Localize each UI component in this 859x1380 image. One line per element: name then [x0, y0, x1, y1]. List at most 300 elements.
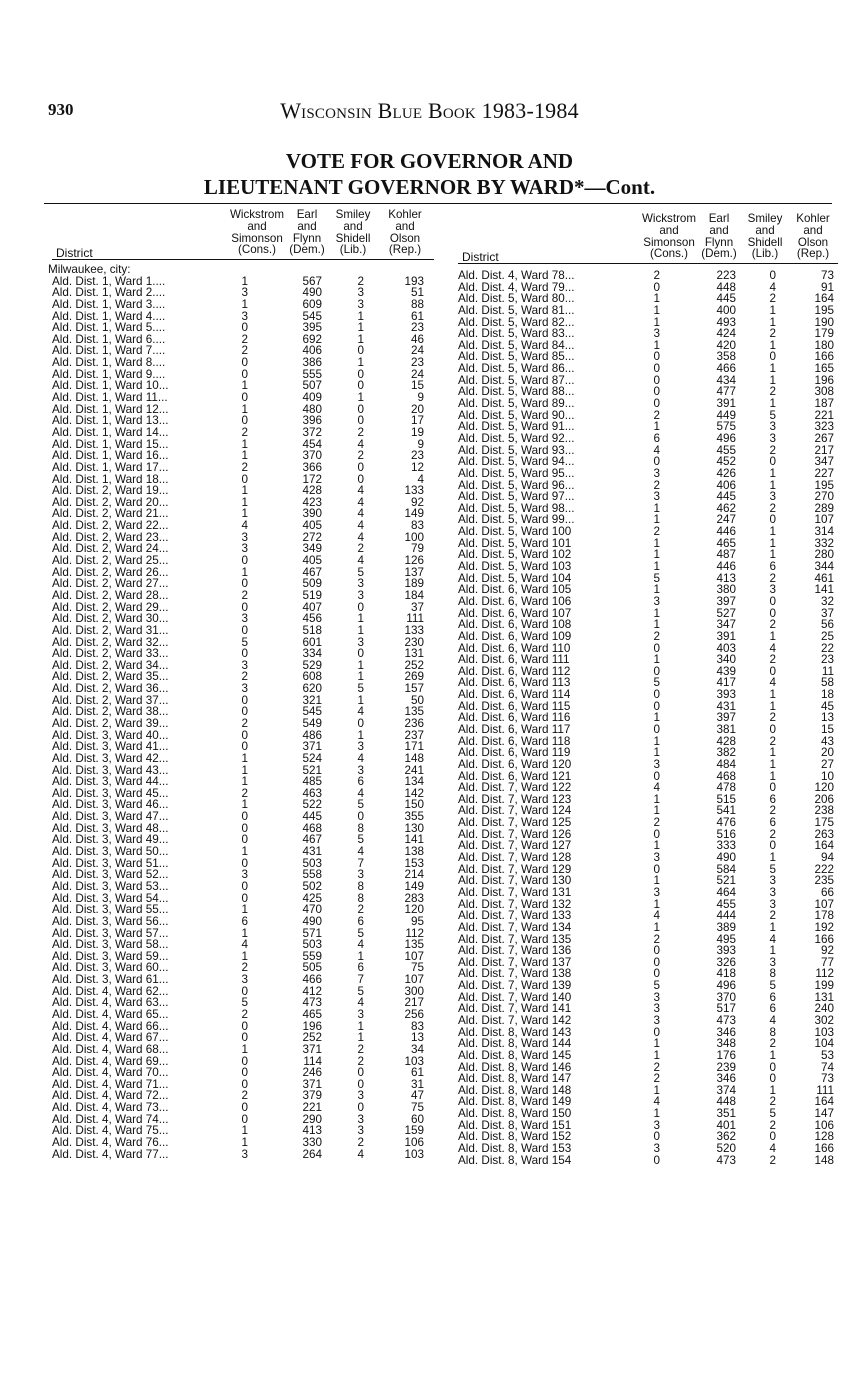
- table-row: [52, 1044, 434, 1056]
- rep-votes: 217: [404, 996, 424, 1010]
- lib-votes: 1: [769, 478, 776, 492]
- cons-votes: 1: [241, 903, 248, 917]
- table-row: [458, 980, 838, 992]
- lib-votes: 1: [357, 670, 364, 684]
- district-name: Ald. Dist. 3, Ward 59...: [52, 949, 169, 963]
- district-name: Ald. Dist. 1, Ward 14...: [52, 425, 169, 439]
- cons-votes: 3: [653, 594, 660, 608]
- cons-votes: 3: [653, 885, 660, 899]
- dem-votes: 379: [302, 1089, 322, 1103]
- dem-votes: 464: [716, 885, 736, 899]
- cons-votes: 3: [241, 286, 248, 300]
- dem-votes: 465: [716, 536, 736, 550]
- lib-votes: 2: [357, 449, 364, 463]
- rep-votes: 34: [410, 1042, 424, 1056]
- dem-votes: 517: [716, 1002, 736, 1016]
- lib-votes: 4: [769, 676, 776, 690]
- cons-votes: 3: [653, 990, 660, 1004]
- lib-votes: 0: [769, 606, 776, 620]
- rep-votes: 37: [820, 606, 834, 620]
- cons-votes: 2: [241, 1089, 248, 1103]
- dem-votes: 347: [716, 618, 736, 632]
- rep-votes: 58: [820, 676, 834, 690]
- rep-votes: 227: [814, 466, 834, 480]
- district-name: Ald. Dist. 6, Ward 120: [458, 757, 572, 771]
- cons-votes: 2: [241, 588, 248, 602]
- lib-votes: 1: [357, 658, 364, 672]
- table-row: [458, 526, 838, 538]
- dem-votes: 371: [302, 1077, 322, 1091]
- dem-votes: 371: [302, 1042, 322, 1056]
- district-name: Ald. Dist. 6, Ward 116: [458, 711, 571, 725]
- rep-votes: 179: [814, 327, 834, 341]
- cons-votes: 0: [241, 1066, 248, 1080]
- lib-votes: 3: [357, 577, 364, 591]
- dem-votes: 609: [302, 297, 322, 311]
- rep-votes: 283: [404, 891, 424, 905]
- rep-votes: 187: [814, 397, 834, 411]
- table-row: [458, 468, 838, 480]
- dem-votes: 620: [302, 682, 322, 696]
- dem-votes: 370: [302, 449, 322, 463]
- district-name: Ald. Dist. 5, Ward 85...: [458, 350, 575, 364]
- lib-votes: 5: [357, 682, 364, 696]
- cons-votes: 3: [241, 1147, 248, 1161]
- rep-votes: 92: [820, 944, 834, 958]
- cons-votes: 2: [241, 460, 248, 474]
- dem-votes: 428: [716, 734, 736, 748]
- district-name: Ald. Dist. 1, Ward 5....: [52, 321, 166, 335]
- table-row: [458, 270, 838, 282]
- cons-votes: 2: [241, 332, 248, 346]
- cons-votes: 1: [653, 1048, 660, 1062]
- dem-votes: 490: [716, 851, 736, 865]
- cons-votes: 1: [653, 536, 660, 550]
- dem-votes: 371: [302, 740, 322, 754]
- lib-votes: 3: [357, 868, 364, 882]
- lib-votes: 0: [357, 647, 364, 661]
- table-row: [458, 1143, 838, 1155]
- district-name: Ald. Dist. 5, Ward 95...: [458, 466, 575, 480]
- rep-votes: 206: [814, 792, 834, 806]
- district-name: Ald. Dist. 8, Ward 145: [458, 1048, 572, 1062]
- cons-votes: 0: [653, 722, 660, 736]
- dem-votes: 428: [302, 484, 322, 498]
- header-dem: Earl and Flynn (Dem.): [701, 212, 737, 261]
- cons-votes: 1: [653, 711, 660, 725]
- cons-votes: 5: [653, 571, 660, 585]
- rep-votes: 256: [404, 1008, 424, 1021]
- district-name: Ald. Dist. 5, Ward 94...: [458, 455, 575, 469]
- district-name: Ald. Dist. 1, Ward 11...: [52, 391, 168, 405]
- district-name: Ald. Dist. 7, Ward 130: [458, 874, 572, 888]
- dem-votes: 412: [302, 984, 322, 998]
- dem-votes: 390: [302, 507, 322, 521]
- district-name: Ald. Dist. 7, Ward 126: [458, 827, 572, 841]
- lib-votes: 4: [357, 996, 364, 1010]
- lib-votes: 1: [357, 949, 364, 963]
- rep-votes: 74: [820, 1060, 834, 1074]
- dem-votes: 418: [716, 967, 736, 981]
- district-name: Ald. Dist. 1, Ward 1....: [52, 274, 166, 288]
- district-name: Ald. Dist. 5, Ward 86...: [458, 362, 575, 376]
- dem-votes: 466: [302, 973, 322, 987]
- district-name: Ald. Dist. 5, Ward 93...: [458, 443, 575, 457]
- lib-votes: 0: [769, 781, 776, 795]
- district-name: Ald. Dist. 1, Ward 16...: [52, 449, 169, 463]
- lib-votes: 2: [357, 1042, 364, 1056]
- lib-votes: 5: [357, 565, 364, 579]
- district-name: Ald. Dist. 8, Ward 146: [458, 1060, 572, 1074]
- lib-votes: 0: [357, 600, 364, 614]
- rep-votes: 263: [814, 827, 834, 841]
- dem-votes: 374: [716, 1083, 736, 1097]
- lib-votes: 3: [357, 588, 364, 602]
- cons-votes: 0: [241, 891, 248, 905]
- lib-votes: 2: [357, 425, 364, 439]
- table-row: [52, 590, 434, 602]
- lib-votes: 2: [357, 903, 364, 917]
- district-name: Ald. Dist. 3, Ward 50...: [52, 845, 169, 859]
- table-row: [52, 974, 434, 986]
- header-rep: Kohler and Olson (Rep.): [796, 212, 830, 261]
- cons-votes: 1: [653, 792, 660, 806]
- lib-votes: 8: [769, 967, 776, 981]
- lib-votes: 4: [357, 1147, 364, 1161]
- cons-votes: 0: [653, 641, 660, 655]
- lib-votes: 3: [769, 897, 776, 911]
- cons-votes: 2: [241, 786, 248, 800]
- cons-votes: 4: [653, 443, 660, 457]
- lib-votes: 5: [769, 1107, 776, 1121]
- district-name: Ald. Dist. 1, Ward 15...: [52, 437, 169, 451]
- rep-votes: 150: [404, 798, 424, 812]
- rep-votes: 235: [814, 874, 834, 888]
- district-name: Ald. Dist. 6, Ward 113: [458, 676, 571, 690]
- lib-votes: 0: [769, 1072, 776, 1086]
- lib-votes: 1: [769, 629, 776, 643]
- rep-votes: 61: [410, 1066, 424, 1080]
- table-row: [52, 683, 434, 695]
- lib-votes: 2: [769, 1118, 776, 1132]
- district-name: Ald. Dist. 8, Ward 151: [458, 1118, 572, 1132]
- title-line-1: VOTE FOR GOVERNOR AND: [285, 149, 574, 173]
- dem-votes: 424: [716, 327, 736, 341]
- lib-votes: 1: [357, 309, 364, 323]
- lib-votes: 2: [769, 292, 776, 306]
- cons-votes: 1: [653, 560, 660, 574]
- lib-votes: 1: [769, 699, 776, 713]
- rep-votes: 240: [814, 1002, 834, 1016]
- district-name: Ald. Dist. 2, Ward 36...: [52, 682, 169, 696]
- table-row: [52, 462, 434, 474]
- cons-votes: 1: [653, 606, 660, 620]
- dem-votes: 486: [302, 728, 322, 742]
- page-number: 930: [48, 100, 74, 119]
- cons-votes: 1: [241, 437, 248, 451]
- district-name: Ald. Dist. 3, Ward 45...: [52, 786, 169, 800]
- rep-votes: 61: [410, 309, 424, 323]
- rep-votes: 107: [404, 949, 424, 963]
- table-row: [458, 1155, 838, 1167]
- dem-votes: 480: [302, 402, 322, 416]
- table-row: [458, 922, 838, 934]
- cons-votes: 0: [241, 879, 248, 893]
- lib-votes: 1: [769, 397, 776, 411]
- district-name: Ald. Dist. 7, Ward 135: [458, 932, 572, 946]
- lib-votes: 6: [357, 961, 364, 975]
- table-row: [52, 392, 434, 404]
- lib-votes: 8: [357, 821, 364, 835]
- lib-votes: 0: [357, 460, 364, 474]
- cons-votes: 0: [653, 699, 660, 713]
- district-name: Ald. Dist. 8, Ward 154: [458, 1153, 572, 1167]
- rep-votes: 192: [814, 920, 834, 934]
- rep-votes: 112: [815, 967, 834, 981]
- cons-votes: 2: [241, 670, 248, 684]
- district-name: Ald. Dist. 6, Ward 111: [458, 653, 570, 667]
- lib-votes: 4: [769, 1014, 776, 1027]
- rep-votes: 347: [814, 455, 834, 469]
- cons-votes: 0: [241, 740, 248, 754]
- dem-votes: 349: [302, 542, 322, 556]
- district-name: Ald. Dist. 4, Ward 78...: [458, 269, 575, 282]
- lib-votes: 3: [357, 286, 364, 300]
- lib-votes: 3: [357, 1008, 364, 1021]
- dem-votes: 490: [302, 914, 322, 928]
- cons-votes: 0: [653, 688, 660, 702]
- dem-votes: 509: [302, 577, 322, 591]
- cons-votes: 5: [653, 979, 660, 993]
- rep-votes: 31: [410, 1077, 424, 1091]
- rep-votes: 23: [820, 653, 834, 667]
- cons-votes: 0: [653, 1025, 660, 1039]
- district-name: Ald. Dist. 4, Ward 70...: [52, 1066, 169, 1080]
- cons-votes: 1: [241, 507, 248, 521]
- dem-votes: 559: [302, 949, 322, 963]
- district-name: Ald. Dist. 2, Ward 35...: [52, 670, 169, 684]
- dem-votes: 221: [302, 1101, 322, 1115]
- title-line-2: LIEUTENANT GOVERNOR BY WARD*—Cont.: [203, 175, 656, 199]
- lib-votes: 1: [769, 303, 776, 317]
- cons-votes: 0: [241, 321, 248, 335]
- cons-votes: 2: [241, 1008, 248, 1021]
- lib-votes: 6: [769, 560, 776, 574]
- cons-votes: 4: [653, 909, 660, 923]
- cons-votes: 0: [241, 821, 248, 835]
- dem-votes: 487: [716, 548, 736, 562]
- cons-votes: 0: [241, 623, 248, 637]
- dem-votes: 527: [716, 606, 736, 620]
- dem-votes: 521: [302, 763, 322, 777]
- dem-votes: 426: [716, 466, 736, 480]
- dem-votes: 397: [716, 711, 736, 725]
- dem-votes: 467: [302, 833, 322, 847]
- lib-votes: 1: [357, 728, 364, 742]
- dem-votes: 333: [716, 839, 736, 853]
- district-name: Ald. Dist. 2, Ward 31...: [52, 623, 169, 637]
- dem-votes: 403: [716, 641, 736, 655]
- dem-votes: 272: [302, 530, 322, 544]
- rep-votes: 112: [405, 926, 424, 940]
- cons-votes: 0: [241, 600, 248, 614]
- lib-votes: 1: [357, 1031, 364, 1045]
- rep-votes: 302: [814, 1014, 834, 1027]
- district-name: Ald. Dist. 4, Ward 75...: [52, 1124, 169, 1138]
- rep-votes: 267: [814, 431, 834, 445]
- rep-votes: 95: [410, 914, 424, 928]
- table-row: [52, 625, 434, 637]
- table-row: [52, 1149, 434, 1161]
- cons-votes: 2: [653, 816, 660, 830]
- cons-votes: 2: [241, 716, 248, 730]
- district-name: Ald. Dist. 5, Ward 81...: [458, 303, 575, 317]
- rep-votes: 27: [820, 757, 834, 771]
- dem-votes: 396: [302, 414, 322, 428]
- dem-votes: 391: [716, 397, 736, 411]
- dem-votes: 389: [716, 920, 736, 934]
- lib-votes: 2: [357, 274, 364, 288]
- rep-votes: 323: [814, 420, 834, 434]
- lib-votes: 8: [357, 891, 364, 905]
- cons-votes: 3: [653, 851, 660, 865]
- table-row: [52, 1137, 434, 1149]
- district-name: Ald. Dist. 2, Ward 25...: [52, 554, 169, 568]
- table-row: [52, 916, 434, 928]
- table-row: [52, 753, 434, 765]
- lib-votes: 0: [357, 367, 364, 381]
- district-name: Ald. Dist. 2, Ward 30...: [52, 612, 169, 626]
- dem-votes: 507: [302, 379, 322, 393]
- cons-votes: 2: [241, 344, 248, 358]
- district-name: Ald. Dist. 4, Ward 79...: [458, 280, 575, 294]
- rep-votes: 13: [820, 711, 834, 725]
- district-name: Ald. Dist. 2, Ward 22...: [52, 519, 169, 533]
- dem-votes: 516: [716, 827, 736, 841]
- cons-votes: 0: [241, 1031, 248, 1045]
- district-name: Ald. Dist. 4, Ward 69...: [52, 1054, 169, 1068]
- table-row: [458, 433, 838, 445]
- dem-votes: 549: [302, 716, 322, 730]
- district-name: Ald. Dist. 6, Ward 119: [458, 746, 571, 760]
- cons-votes: 0: [653, 967, 660, 981]
- lib-votes: 2: [769, 653, 776, 667]
- rep-votes: 83: [410, 1019, 424, 1033]
- district-name: Ald. Dist. 4, Ward 65...: [52, 1008, 169, 1021]
- cons-votes: 4: [653, 1095, 660, 1109]
- district-name: Ald. Dist. 5, Ward 89...: [458, 397, 575, 411]
- dem-votes: 247: [716, 513, 736, 527]
- rep-votes: 134: [404, 775, 424, 789]
- dem-votes: 382: [716, 746, 736, 760]
- cons-votes: 1: [241, 926, 248, 940]
- dem-votes: 467: [302, 565, 322, 579]
- district-name: Ald. Dist. 3, Ward 42...: [52, 751, 169, 765]
- rep-votes: 23: [410, 356, 424, 370]
- rep-votes: 107: [814, 897, 834, 911]
- lib-votes: 0: [357, 716, 364, 730]
- district-name: Ald. Dist. 7, Ward 136: [458, 944, 572, 958]
- dem-votes: 455: [716, 897, 736, 911]
- rep-votes: 88: [410, 297, 424, 311]
- rep-votes: 107: [814, 513, 834, 527]
- district-name: Ald. Dist. 7, Ward 125: [458, 816, 572, 830]
- district-name: Ald. Dist. 3, Ward 48...: [52, 821, 169, 835]
- rep-votes: 47: [410, 1089, 424, 1103]
- rep-votes: 157: [404, 682, 424, 696]
- left-rows: [48, 263, 434, 1161]
- rep-votes: 141: [404, 833, 424, 847]
- rep-votes: 147: [814, 1107, 834, 1121]
- dem-votes: 381: [716, 722, 736, 736]
- cons-votes: 3: [241, 542, 248, 556]
- table-row: [458, 596, 838, 608]
- rep-votes: 270: [814, 490, 834, 504]
- dem-votes: 439: [716, 664, 736, 678]
- rep-votes: 269: [404, 670, 424, 684]
- dem-votes: 407: [302, 600, 322, 614]
- rep-votes: 128: [814, 1130, 834, 1144]
- cons-votes: 1: [241, 775, 248, 789]
- lib-votes: 3: [769, 885, 776, 899]
- dem-votes: 484: [716, 757, 736, 771]
- cons-votes: 3: [653, 1002, 660, 1016]
- rep-votes: 195: [814, 303, 834, 317]
- district-name: Ald. Dist. 2, Ward 32...: [52, 635, 169, 649]
- lib-votes: 4: [769, 1142, 776, 1156]
- cons-votes: 0: [653, 455, 660, 469]
- lib-votes: 1: [357, 332, 364, 346]
- dem-votes: 431: [302, 845, 322, 859]
- lib-votes: 1: [357, 321, 364, 335]
- header-rule: [458, 263, 838, 264]
- cons-votes: 1: [653, 618, 660, 632]
- cons-votes: 1: [653, 303, 660, 317]
- cons-votes: 1: [653, 1107, 660, 1121]
- cons-votes: 0: [653, 827, 660, 841]
- table-row: [458, 689, 838, 701]
- district-name: Ald. Dist. 6, Ward 109: [458, 629, 572, 643]
- lib-votes: 4: [357, 554, 364, 568]
- cons-votes: 1: [653, 583, 660, 597]
- cons-votes: 1: [241, 949, 248, 963]
- district-name: Ald. Dist. 2, Ward 28...: [52, 588, 169, 602]
- dem-votes: 555: [302, 367, 322, 381]
- lib-votes: 3: [357, 763, 364, 777]
- dem-votes: 477: [716, 385, 736, 399]
- district-name: Ald. Dist. 1, Ward 7....: [52, 344, 166, 358]
- district-name: Ald. Dist. 4, Ward 62...: [52, 984, 169, 998]
- cons-votes: 4: [241, 938, 248, 952]
- dem-votes: 290: [302, 1112, 322, 1126]
- rep-votes: 73: [820, 269, 834, 282]
- rep-votes: 148: [404, 751, 424, 765]
- dem-votes: 468: [716, 769, 736, 783]
- table-row: [52, 555, 434, 567]
- cons-votes: 0: [241, 1019, 248, 1033]
- district-name: Ald. Dist. 4, Ward 66...: [52, 1019, 169, 1033]
- district-name: Ald. Dist. 5, Ward 103: [458, 560, 572, 574]
- rep-votes: 9: [417, 391, 424, 405]
- district-name: Ald. Dist. 5, Ward 88...: [458, 385, 575, 399]
- dem-votes: 425: [302, 891, 322, 905]
- dem-votes: 456: [302, 612, 322, 626]
- lib-votes: 4: [357, 484, 364, 498]
- dem-votes: 372: [302, 425, 322, 439]
- lib-votes: 1: [769, 536, 776, 550]
- lib-votes: 2: [769, 711, 776, 725]
- lib-votes: 4: [357, 705, 364, 719]
